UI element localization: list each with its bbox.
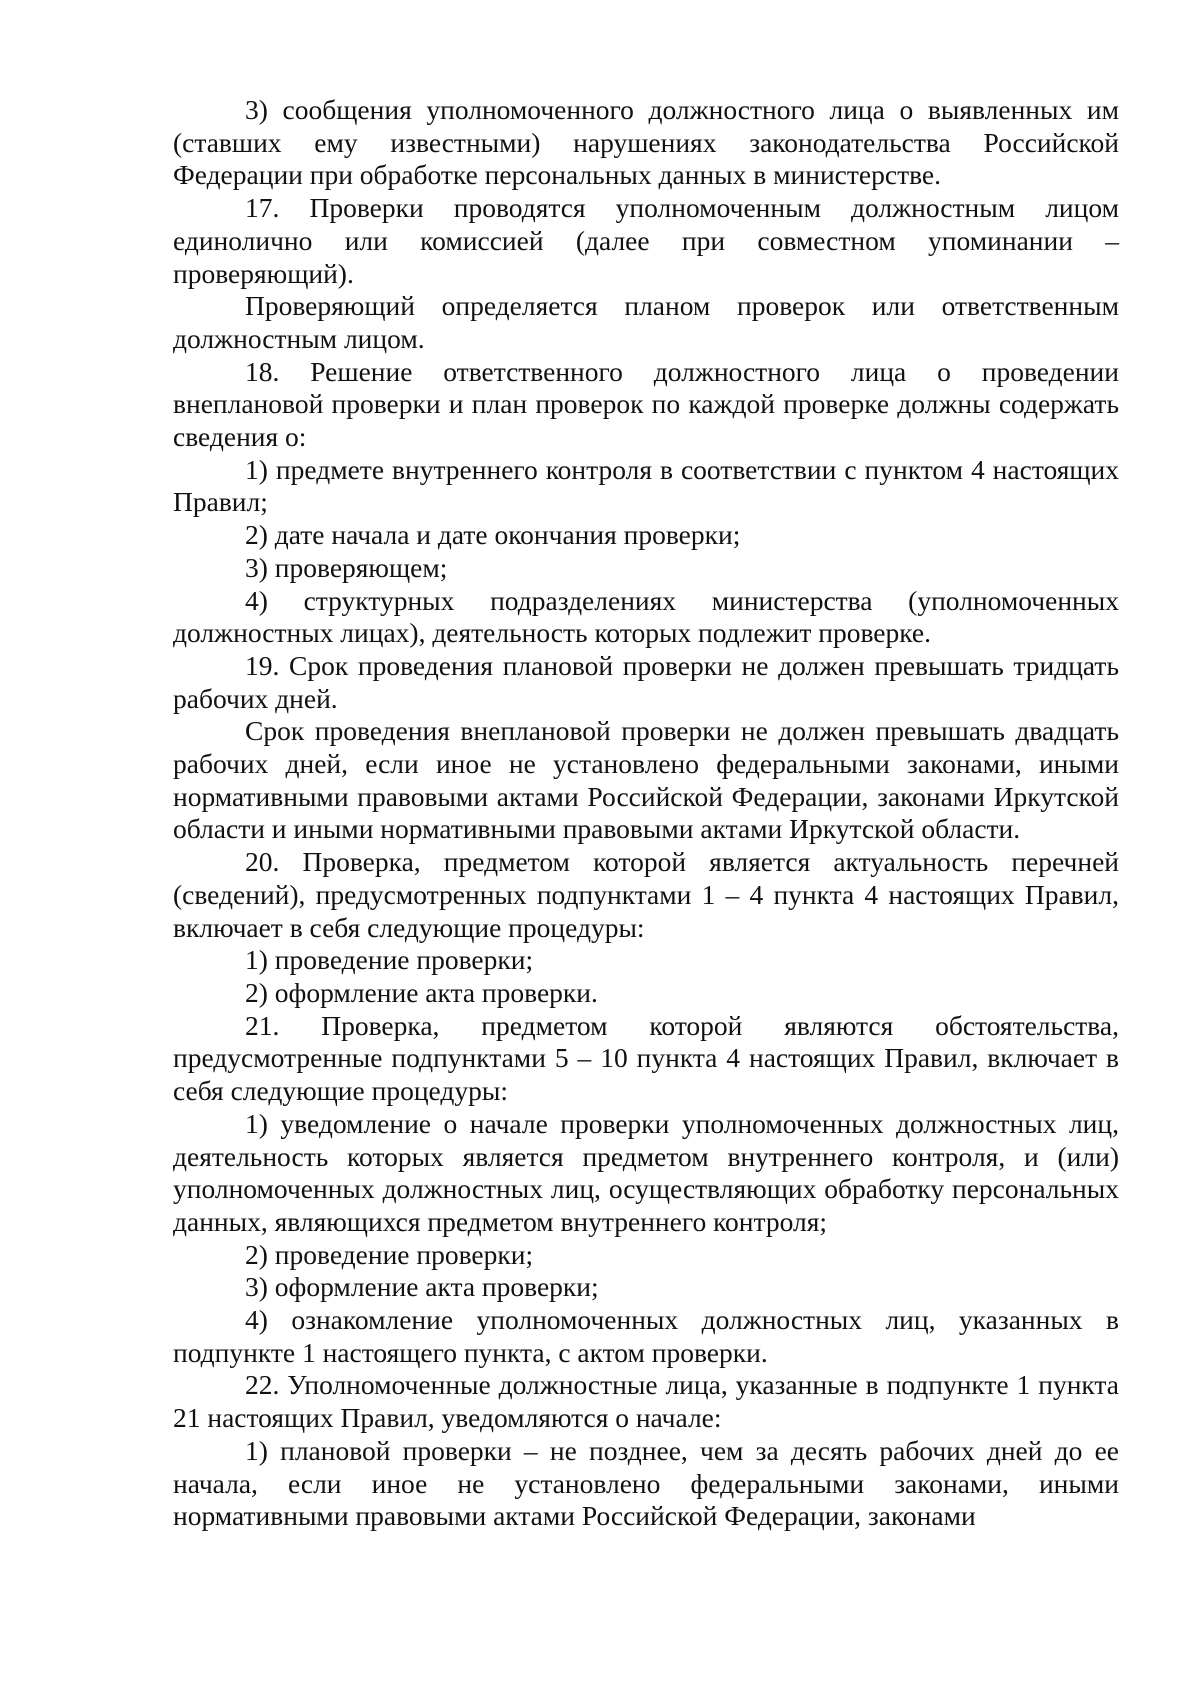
paragraph-20-item-2: 2) оформление акта проверки. bbox=[245, 976, 598, 1008]
paragraph-3-item: 3) сообщения уполномоченного должностного лица о выявленных им (ставших ему известными) нарушениях законодательства Российской Федерации при обработке персональных данных в министерстве. bbox=[173, 94, 1119, 191]
paragraph-21-item-1: 1) уведомление о начале проверки уполномоченных должностных лиц, деятельность которых является предметом внутреннего контроля, и (или) уполномоченных должностных лиц, осуществляющих обработку персональных данных, являющихся предметом внутреннего контроля; bbox=[173, 1107, 1119, 1237]
paragraph-20-item-1: 1) проведение проверки; bbox=[245, 944, 534, 976]
paragraph-18-item-3: 3) проверяющем; bbox=[245, 551, 448, 583]
paragraph-19-unscheduled: Срок проведения внеплановой проверки не должен превышать двадцать рабочих дней, если иное не установлено федеральными законами, иными нормативными правовыми актами Российской Федерации, законами Иркутской области и иными нормативными правовыми актами Иркутской области. bbox=[173, 715, 1119, 845]
paragraph-19: 19. Срок проведения плановой проверки не должен превышать тридцать рабочих дней. bbox=[173, 649, 1119, 714]
paragraph-21-item-3: 3) оформление акта проверки; bbox=[245, 1271, 599, 1303]
paragraph-22: 22. Уполномоченные должностные лица, указанные в подпункте 1 пункта 21 настоящих Правил, уведомляются о начале: bbox=[173, 1369, 1119, 1434]
paragraph-21-item-2: 2) проведение проверки; bbox=[245, 1238, 534, 1270]
paragraph-18-item-4: 4) структурных подразделениях министерства (уполномоченных должностных лицах), деятельность которых подлежит проверке. bbox=[173, 584, 1119, 649]
paragraph-21-item-4: 4) ознакомление уполномоченных должностных лиц, указанных в подпункте 1 настоящего пункта, с актом проверки. bbox=[173, 1304, 1119, 1368]
paragraph-20: 20. Проверка, предметом которой является актуальность перечней (сведений), предусмотренных подпунктами 1 – 4 пункта 4 настоящих Правил, включает в себя следующие процедуры: bbox=[173, 846, 1119, 943]
paragraph-18-item-1: 1) предмете внутреннего контроля в соответствии с пунктом 4 настоящих Правил; bbox=[173, 453, 1119, 518]
paragraph-18-item-2: 2) дате начала и дате окончания проверки; bbox=[245, 519, 741, 551]
paragraph-22-item-1: 1) плановой проверки – не позднее, чем за десять рабочих дней до ее начала, если иное не установлено федеральными законами, иными нормативными правовыми актами Российской Федерации, законами bbox=[173, 1434, 1119, 1532]
document-page bbox=[173, 94, 1119, 1533]
paragraph-18: 18. Решение ответственного должностного лица о проведении внеплановой проверки и план проверок по каждой проверке должны содержать сведения о: bbox=[173, 355, 1119, 453]
paragraph-17-inspector: Проверяющий определяется планом проверок или ответственным должностным лицом. bbox=[173, 290, 1119, 354]
paragraph-21: 21. Проверка, предметом которой являются обстоятельства, предусмотренные подпунктами 5 – 10 пункта 4 настоящих Правил, включает в себя следующие процедуры: bbox=[173, 1009, 1119, 1107]
paragraph-17: 17. Проверки проводятся уполномоченным должностным лицом единолично или комиссией (далее при совместном упоминании – проверяющий). bbox=[173, 192, 1119, 289]
